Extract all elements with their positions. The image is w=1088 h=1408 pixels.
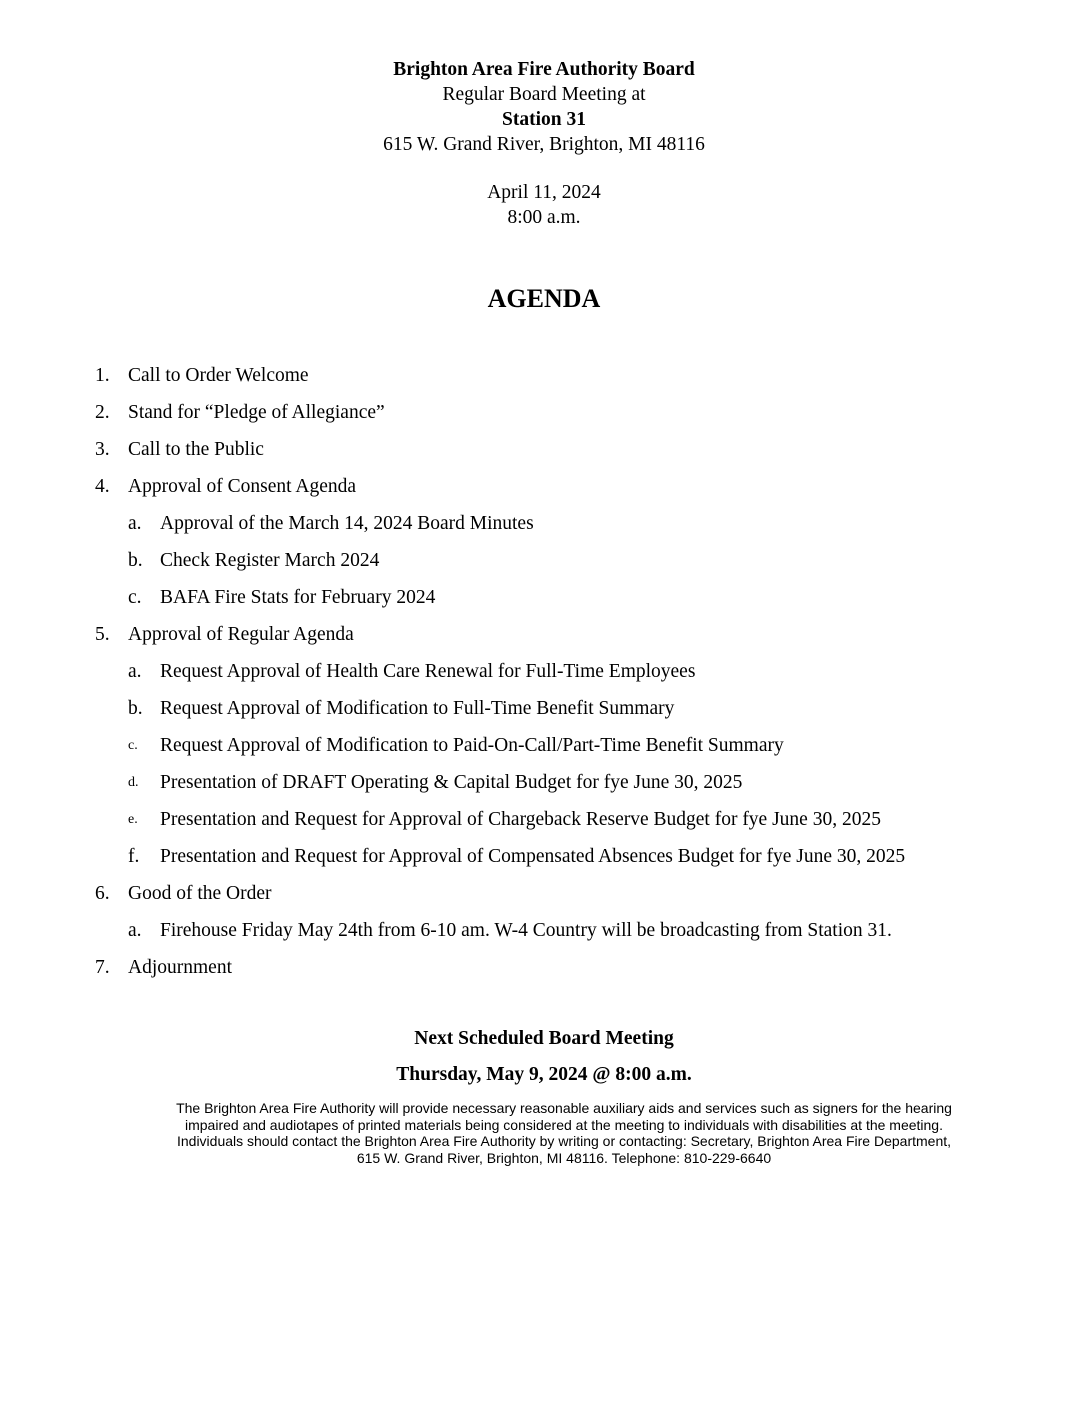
location-name: Station 31 [502, 109, 586, 130]
agenda-item-number: 1. [95, 365, 110, 386]
org-title: Brighton Area Fire Authority Board [393, 59, 695, 80]
notice-line: The Brighton Area Fire Authority will provide necessary reasonable auxiliary aids and services such as signers for the hearing [176, 1100, 952, 1116]
agenda-subitem [0, 659, 1088, 696]
agenda-subitem-text: Firehouse Friday May 24th from 6-10 am. W-4 Country will be broadcasting from Station 31. [160, 920, 892, 941]
agenda-item-text: Approval of Regular Agenda [128, 624, 354, 645]
agenda-subitem-text: Check Register March 2024 [160, 550, 380, 571]
agenda-subitem-text: Presentation and Request for Approval of Chargeback Reserve Budget for fye June 30, 2025 [160, 809, 881, 830]
agenda-subitem [0, 733, 1088, 770]
agenda-subitem-letter: a. [128, 661, 142, 682]
meeting-datetime [0, 180, 1088, 230]
agenda-item-number: 6. [95, 883, 110, 904]
agenda-item [0, 474, 1088, 511]
agenda-item-number: 3. [95, 439, 110, 460]
agenda-list [0, 363, 1088, 992]
agenda-subitem-text: Request Approval of Modification to Paid-On-Call/Part-Time Benefit Summary [160, 735, 784, 756]
notice-line: Individuals should contact the Brighton Area Fire Authority by writing or contacting: Secretary, Brighton Area Fire Department, [176, 1133, 952, 1149]
agenda-subitem [0, 511, 1088, 548]
agenda-subitem-letter: a. [128, 920, 142, 941]
notice-line: impaired and audiotapes of printed materials being considered at the meeting to individuals with disabilities at the meeting. [184, 1116, 943, 1133]
agenda-subitem-letter: f. [128, 846, 140, 867]
meeting-header [0, 57, 1088, 157]
agenda-subitem-text: Presentation and Request for Approval of Compensated Absences Budget for fye June 30, 2025 [160, 846, 906, 867]
agenda-item-text: Call to the Public [128, 439, 264, 460]
agenda-item [0, 955, 1088, 992]
agenda-item-text: Stand for “Pledge of Allegiance” [128, 402, 385, 423]
agenda-item-number: 2. [95, 402, 110, 423]
agenda-subitem-text: Approval of the March 14, 2024 Board Minutes [160, 513, 534, 534]
agenda-subitem [0, 918, 1088, 955]
meeting-type: Regular Board Meeting at [442, 84, 646, 105]
agenda-subitem-letter: d. [128, 775, 139, 790]
agenda-subitem-letter: b. [128, 698, 143, 719]
agenda-subitem-text: Request Approval of Modification to Full-Time Benefit Summary [160, 698, 675, 719]
agenda-subitem [0, 585, 1088, 622]
next-meeting-label: Next Scheduled Board Meeting [414, 1028, 674, 1049]
agenda-item-text: Call to Order Welcome [128, 365, 309, 386]
agenda-subitem [0, 844, 1088, 881]
agenda-title: AGENDA [487, 284, 601, 313]
agenda-subitem-text: Request Approval of Health Care Renewal for Full-Time Employees [160, 661, 696, 682]
agenda-subitem [0, 696, 1088, 733]
agenda-item-text: Adjournment [128, 957, 232, 978]
agenda-item [0, 400, 1088, 437]
agenda-item-text: Good of the Order [128, 883, 272, 904]
notice-line: 615 W. Grand River, Brighton, MI 48116. Telephone: 810-229-6640 [356, 1149, 772, 1166]
agenda-item-number: 5. [95, 624, 110, 645]
agenda-item [0, 881, 1088, 918]
agenda-item [0, 437, 1088, 474]
agenda-subitem [0, 770, 1088, 807]
accessibility-notice [100, 1100, 1028, 1166]
agenda-subitem-letter: c. [128, 587, 142, 608]
agenda-subitem-letter: e. [128, 812, 138, 827]
agenda-item-number: 7. [95, 957, 110, 978]
agenda-subitem-letter: a. [128, 513, 142, 534]
agenda-subitem-text: BAFA Fire Stats for February 2024 [160, 587, 436, 608]
agenda-subitem-text: Presentation of DRAFT Operating & Capital Budget for fye June 30, 2025 [160, 772, 743, 793]
agenda-subitem [0, 548, 1088, 585]
agenda-subitem-letter: c. [128, 738, 138, 753]
agenda-subitem-letter: b. [128, 550, 143, 571]
agenda-item [0, 363, 1088, 400]
meeting-address: 615 W. Grand River, Brighton, MI 48116 [383, 134, 705, 155]
meeting-time: 8:00 a.m. [507, 207, 581, 228]
agenda-subitem [0, 807, 1088, 844]
agenda-item-text: Approval of Consent Agenda [128, 476, 357, 497]
agenda-item-number: 4. [95, 476, 110, 497]
agenda-item [0, 622, 1088, 659]
meeting-date: April 11, 2024 [487, 182, 601, 203]
next-meeting-date: Thursday, May 9, 2024 @ 8:00 a.m. [396, 1064, 692, 1085]
